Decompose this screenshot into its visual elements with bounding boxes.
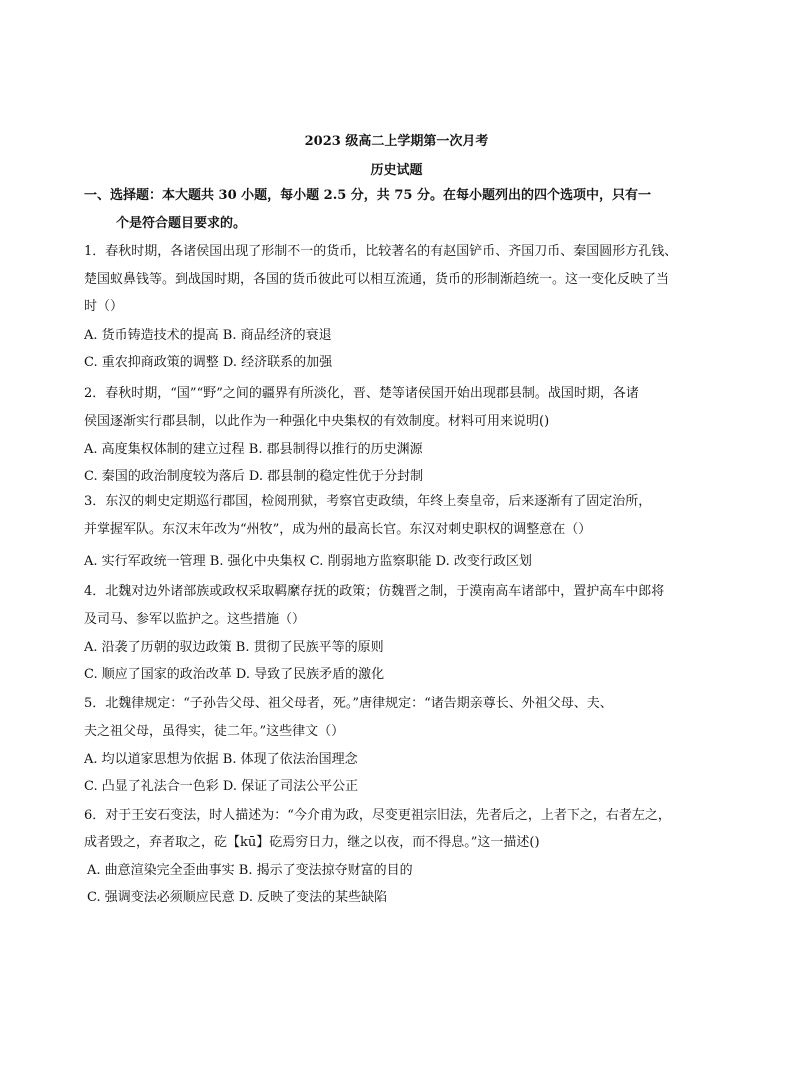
exam-title: 2023 级高二上学期第一次月考: [304, 134, 489, 149]
question-1-line-3: 时（）: [84, 299, 124, 314]
question-6-line-2: 成者毁之，弃者取之，矻【kū】矻焉穷日力，继之以夜，而不得息。”这一描述(): [84, 835, 540, 850]
question-1-line-1: 1．春秋时期，各诸侯国出现了形制不一的货币，比较著名的有赵国铲币、齐国刀币、秦国圆形方孔钱、: [84, 244, 678, 259]
question-5-options-ab: A. 均以道家思想为依据 B. 体现了依法治国理念: [84, 752, 358, 767]
section-heading-line-1: 一、选择题：本大题共 30 小题，每小题 2.5 分，共 75 分。在每小题列出的四个选项中，只有一: [84, 188, 651, 203]
question-6-line-1: 6．对于王安石变法，时人描述为：“今介甫为政，尽变更祖宗旧法，先者后之，上者下之，右者左之，: [84, 808, 671, 823]
question-2-line-1: 2．春秋时期，“国”“野”之间的疆界有所淡化，晋、楚等诸侯国开始出现郡县制。战国时期，各诸: [84, 386, 639, 401]
question-5-options-cd: C. 凸显了礼法合一色彩 D. 保证了司法公平公正: [84, 779, 359, 794]
question-5-line-2: 夫之祖父母，虽得实，徒二年。”这些律文（）: [84, 724, 345, 739]
question-6-options-ab: A. 曲意渲染完全歪曲事实 B. 揭示了变法掠夺财富的目的: [87, 863, 413, 878]
question-1-options-ab: A. 货币铸造技术的提高 B. 商品经济的衰退: [84, 328, 332, 343]
question-2-options-cd: C. 秦国的政治制度较为落后 D. 郡县制的稳定性优于分封制: [84, 469, 424, 484]
question-4-options-cd: C. 顺应了国家的政治改革 D. 导致了民族矛盾的激化: [84, 667, 385, 682]
question-3-line-2: 并掌握军队。东汉末年改为“州牧”，成为州的最高长官。东汉对刺史职权的调整意在（）: [84, 522, 592, 537]
question-6-options-cd: C. 强调变法必须顺应民意 D. 反映了变法的某些缺陷: [87, 890, 388, 905]
question-2-options-ab: A. 高度集权体制的建立过程 B. 郡县制得以推行的历史渊源: [84, 442, 423, 457]
question-3-options: A. 实行军政统一管理 B. 强化中央集权 C. 削弱地方监察职能 D. 改变行政区划: [84, 554, 532, 569]
question-4-options-ab: A. 沿袭了历朝的驭边政策 B. 贯彻了民族平等的原则: [84, 640, 384, 655]
question-2-line-2: 侯国逐渐实行郡县制，以此作为一种强化中央集权的有效制度。材料可用来说明(): [84, 414, 550, 429]
question-3-line-1: 3．东汉的刺史定期巡行郡国，检阅刑狱，考察官吏政绩，年终上奏皇帝，后来逐渐有了固定治所，: [84, 494, 652, 509]
question-1-options-cd: C. 重农抑商政策的调整 D. 经济联系的加强: [84, 355, 333, 370]
question-5-line-1: 5．北魏律规定：“子孙告父母、祖父母者，死。”唐律规定：“诸告期亲尊长、外祖父母、夫、: [84, 696, 613, 711]
question-4-line-1: 4．北魏对边外诸部族或政权采取羁縻存抚的政策；仿魏晋之制，于漠南高车诸部中，置护高车中郎将: [84, 584, 665, 599]
section-heading-line-2: 个是符合题目要求的。: [116, 216, 247, 231]
question-1-line-2: 楚国蚁鼻钱等。到战国时期，各国的货币彼此可以相互流通，货币的形制渐趋统一。这一变化反映了当: [84, 272, 670, 287]
exam-subtitle: 历史试题: [370, 163, 423, 178]
question-4-line-2: 及司马、参军以监护之。这些措施（）: [84, 612, 306, 627]
